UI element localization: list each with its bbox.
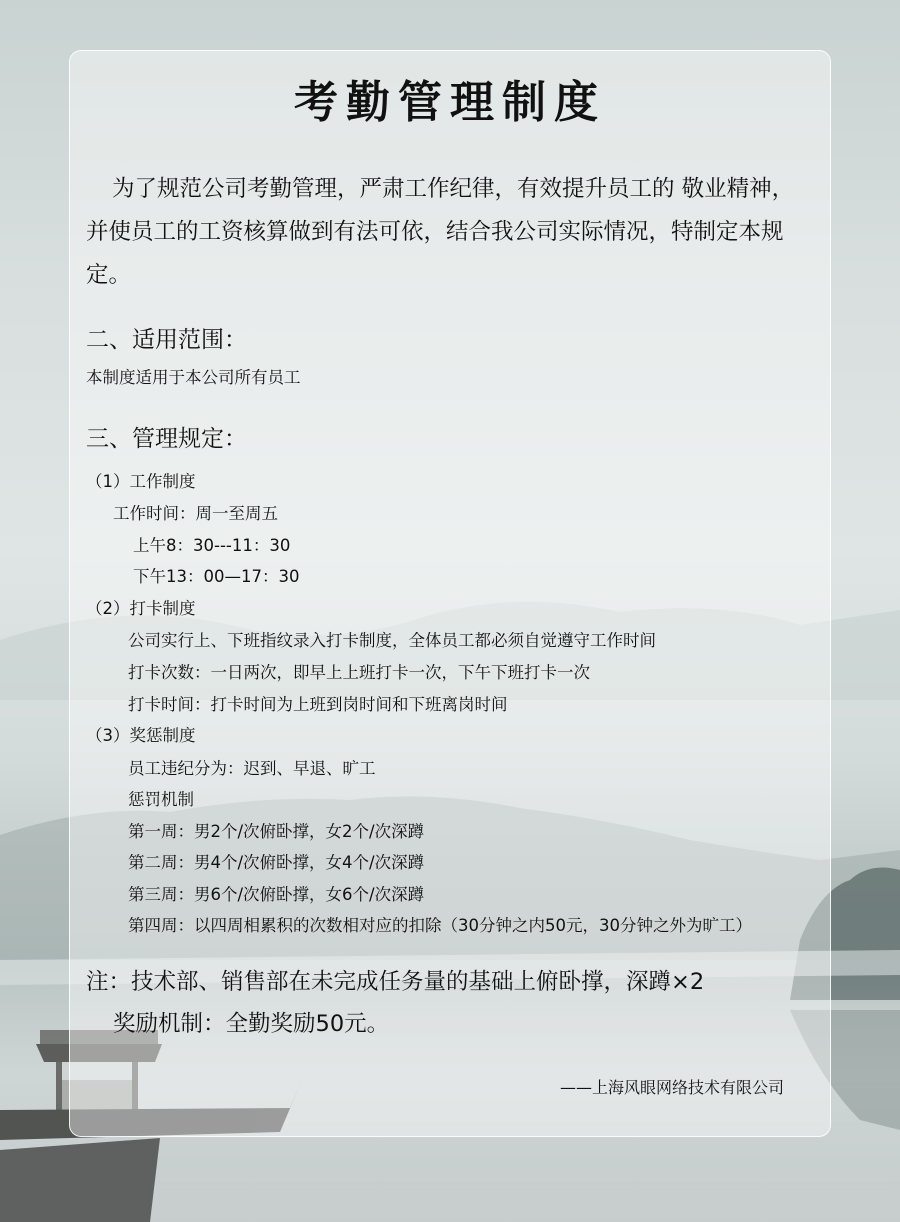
penalty-week-3: 第三周：男6个/次俯卧撑，女6个/次深蹲 bbox=[128, 885, 425, 904]
bonus-text: 奖励机制：全勤奖励50元。 bbox=[113, 1011, 390, 1037]
work-time-am: 上午8：30---11：30 bbox=[133, 536, 291, 555]
penalty-week-4: 第四周：以四周相累积的次数相对应的扣除（30分钟之内50元，30分钟之外为旷工） bbox=[128, 916, 752, 935]
dock bbox=[0, 1138, 160, 1222]
reward-system-label: （3）奖惩制度 bbox=[86, 726, 196, 745]
penalty-heading: 惩罚机制 bbox=[128, 790, 194, 809]
violation-types: 员工违纪分为：迟到、早退、旷工 bbox=[128, 759, 376, 778]
clock-rule-3: 打卡时间：打卡时间为上班到岗时间和下班离岗时间 bbox=[128, 695, 508, 714]
work-time: 工作时间：周一至周五 bbox=[113, 504, 278, 523]
penalty-week-1: 第一周：男2个/次俯卧撑，女2个/次深蹲 bbox=[128, 822, 425, 841]
company-signature: ——上海风眼网络技术有限公司 bbox=[560, 1078, 785, 1097]
rules-heading: 三、管理规定： bbox=[86, 426, 247, 452]
clock-system-label: （2）打卡制度 bbox=[86, 599, 196, 618]
note-text: 注：技术部、销售部在未完成任务量的基础上俯卧撑，深蹲×2 bbox=[86, 969, 705, 995]
work-time-pm: 下午13：00—17：30 bbox=[133, 567, 300, 586]
scope-text: 本制度适用于本公司所有员工 bbox=[86, 368, 301, 387]
page-title: 考勤管理制度 bbox=[294, 77, 606, 128]
clock-rule-1: 公司实行上、下班指纹录入打卡制度，全体员工都必须自觉遵守工作时间 bbox=[128, 631, 656, 650]
work-system-label: （1）工作制度 bbox=[86, 472, 196, 491]
scope-heading: 二、适用范围： bbox=[86, 327, 247, 353]
penalty-week-2: 第二周：男4个/次俯卧撑，女4个/次深蹲 bbox=[128, 853, 425, 872]
clock-rule-2: 打卡次数：一日两次，即早上上班打卡一次，下午下班打卡一次 bbox=[128, 663, 590, 682]
intro-paragraph: 为了规范公司考勤管理，严肃工作纪律，有效提升员工的 敬业精神，并使员工的工资核算做到有法可依，结合我公司实际情况，特制定本规定。 bbox=[86, 176, 795, 288]
